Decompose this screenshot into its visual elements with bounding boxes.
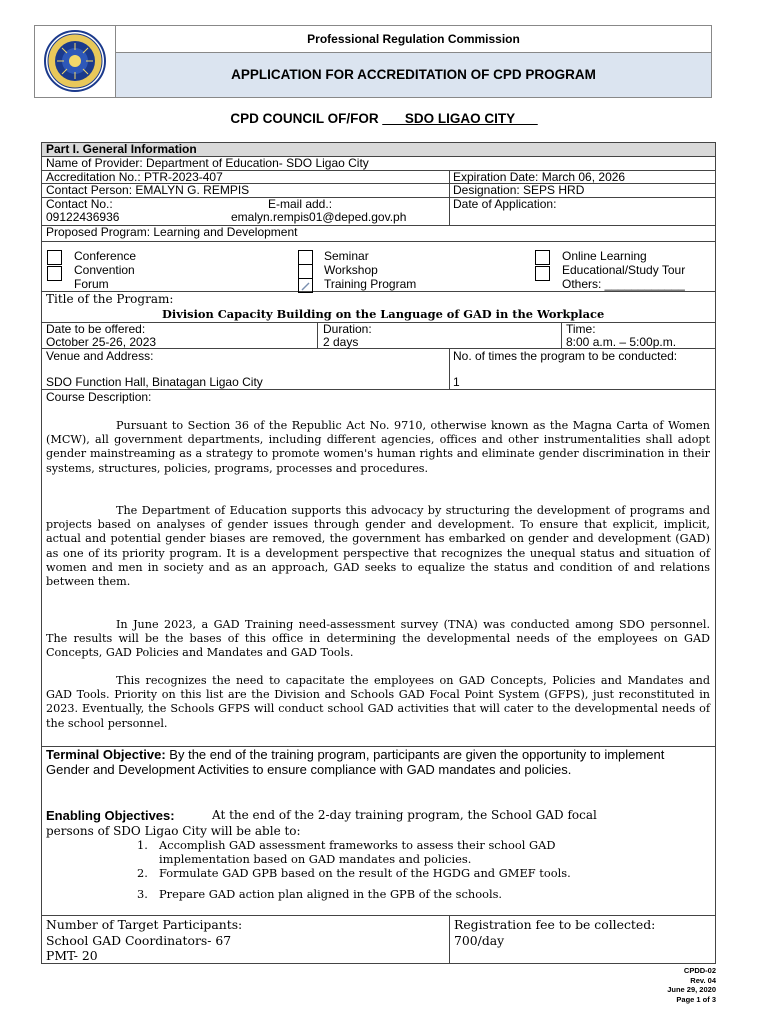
proposed-program: Proposed Program: Learning and Development <box>46 225 298 239</box>
council-label: CPD COUNCIL OF/FOR <box>230 111 383 126</box>
form-header <box>34 25 712 98</box>
checkbox-online-learning[interactable] <box>535 250 550 265</box>
check-mark-icon <box>299 279 312 292</box>
option-training-program: Training Program <box>324 277 417 291</box>
email-label: E-mail add.: <box>268 197 333 211</box>
org-name: Professional Regulation Commission <box>116 26 711 53</box>
objective-3-num: 3. <box>137 887 148 901</box>
page-number: Page 1 of 3 <box>676 994 716 1004</box>
checkbox-workshop[interactable] <box>298 264 313 279</box>
seal-cell <box>35 26 116 97</box>
accreditation-no: Accreditation No.: PTR-2023-407 <box>46 170 223 184</box>
venue-value: SDO Function Hall, Binatagan Ligao City <box>46 375 263 389</box>
form-date: June 29, 2020 <box>667 985 716 994</box>
checkbox-seminar[interactable] <box>298 250 313 265</box>
contact-person: Contact Person: EMALYN G. REMPIS <box>46 183 250 197</box>
terminal-objective <box>46 747 710 777</box>
council-line <box>0 111 768 126</box>
date-value: October 25-26, 2023 <box>46 335 157 349</box>
provider-name: Name of Provider: Department of Education- SDO Ligao City <box>46 156 369 170</box>
prc-seal-logo <box>35 26 115 97</box>
terminal-objective-label: Terminal Objective: <box>46 747 166 762</box>
option-seminar: Seminar <box>324 249 369 263</box>
date-label: Date to be offered: <box>46 322 146 336</box>
objective-2-num: 2. <box>137 866 148 880</box>
form-code: CPDD-02 <box>683 966 716 975</box>
fee-label: Registration fee to be collected: <box>454 917 656 932</box>
enabling-intro-1: At the end of the 2-day training program, the School GAD focal <box>212 808 597 822</box>
option-workshop: Workshop <box>324 263 378 277</box>
duration-label: Duration: <box>323 322 372 336</box>
objective-3-line1: Prepare GAD action plan aligned in the GPB of the schools. <box>159 887 503 901</box>
date-of-application: Date of Application: <box>453 197 557 211</box>
checkbox-educational-tour[interactable] <box>535 266 550 281</box>
council-value: ___SDO LIGAO CITY___ <box>382 111 538 126</box>
time-label: Time: <box>566 322 596 336</box>
application-form <box>41 142 716 964</box>
enabling-intro-2: persons of SDO Ligao City will be able to: <box>46 824 301 838</box>
objective-1-num: 1. <box>137 838 148 852</box>
expiration-date: Expiration Date: March 06, 2026 <box>453 170 626 184</box>
designation: Designation: SEPS HRD <box>453 183 585 197</box>
option-convention: Convention <box>74 263 135 277</box>
option-online-learning: Online Learning <box>562 249 647 263</box>
times-label: No. of times the program to be conducted: <box>453 349 678 363</box>
contact-no-label: Contact No.: <box>46 197 113 211</box>
checkbox-training-program[interactable] <box>298 278 313 293</box>
form-title: APPLICATION FOR ACCREDITATION OF CPD PROGRAM <box>116 53 711 97</box>
form-revision: Rev. 04 <box>690 975 716 985</box>
participants-line-2: PMT- 20 <box>46 948 98 963</box>
email-address: emalyn.rempis01@deped.gov.ph <box>231 210 407 224</box>
time-value: 8:00 a.m. – 5:00p.m. <box>566 335 677 349</box>
option-study-tour: Educational/Study Tour <box>562 263 686 277</box>
contact-no: 09122436936 <box>46 210 120 224</box>
course-paragraph-2: The Department of Education supports this advocacy by structuring the development of programs and projects based on analyses of gender issues through gender and development. To ensure that explicit, implicit, actual and potential gender biases are removed, the government has embarked on gender and development (GAD) as one of its priority program. It is a development perspective that recognizes the unequal status and situation of women and men in society and as an approach, GAD seeks to equalize the status and condition of and relations between them. <box>46 504 710 589</box>
option-forum: Forum <box>74 277 109 291</box>
course-description-label: Course Description: <box>46 390 152 404</box>
objective-1-line2: implementation based on GAD mandates and policies. <box>159 852 472 866</box>
checkbox-conference-group-2[interactable] <box>47 266 62 281</box>
participants-label: Number of Target Participants: <box>46 917 243 932</box>
course-paragraph-4: This recognizes the need to capacitate the employees on GAD Concepts, Policies and Mandates and GAD Tools. Priority on this list are the Division and Schools GAD Focal Point System (GFPS), just reconstituted in 2023. Eventually, the Schools GFPS will conduct school GAD activities that will cater to the developmental needs of the school personnel. <box>46 674 710 730</box>
objective-1-line1: Accomplish GAD assessment frameworks to assess their school GAD <box>159 838 556 852</box>
checkbox-conference-group-1[interactable] <box>47 250 62 265</box>
course-paragraph-3: In June 2023, a GAD Training need-assessment survey (TNA) was conducted among SDO personnel. The results will be the bases of this office in determining the developmental needs of the employees on GAD Concepts, GAD Policies and Mandates and GAD Tools. <box>46 618 710 660</box>
form-footer <box>667 966 716 1004</box>
option-others: Others: ____________ <box>562 277 685 291</box>
enabling-objectives-label: Enabling Objectives: <box>46 808 175 823</box>
objective-2-line1: Formulate GAD GPB based on the result of the HGDG and GMEF tools. <box>159 866 571 880</box>
program-title: Division Capacity Building on the Language of GAD in the Workplace <box>162 307 605 321</box>
program-title-label: Title of the Program: <box>46 292 174 306</box>
participants-line-1: School GAD Coordinators- 67 <box>46 933 232 948</box>
duration-value: 2 days <box>323 335 359 349</box>
option-conference: Conference <box>74 249 137 263</box>
venue-label: Venue and Address: <box>46 349 154 363</box>
part1-heading: Part I. General Information <box>46 142 197 156</box>
course-paragraph-1: Pursuant to Section 36 of the Republic Act No. 9710, otherwise known as the Magna Carta of Women (MCW), all government departments, including different agencies, offices and other instrumentalities shall adopt gender mainstreaming as a strategy to promote women's human rights and eliminate gender discrimination in their systems, structures, policies, programs, processes and procedures. <box>46 419 710 475</box>
fee-value: 700/day <box>454 933 505 948</box>
terminal-objective-text: By the end of the training program, participants are given the opportunity to implement Gender and Development Activities to ensure compliance with GAD mandates and policies. <box>46 747 665 777</box>
times-value: 1 <box>453 375 460 389</box>
